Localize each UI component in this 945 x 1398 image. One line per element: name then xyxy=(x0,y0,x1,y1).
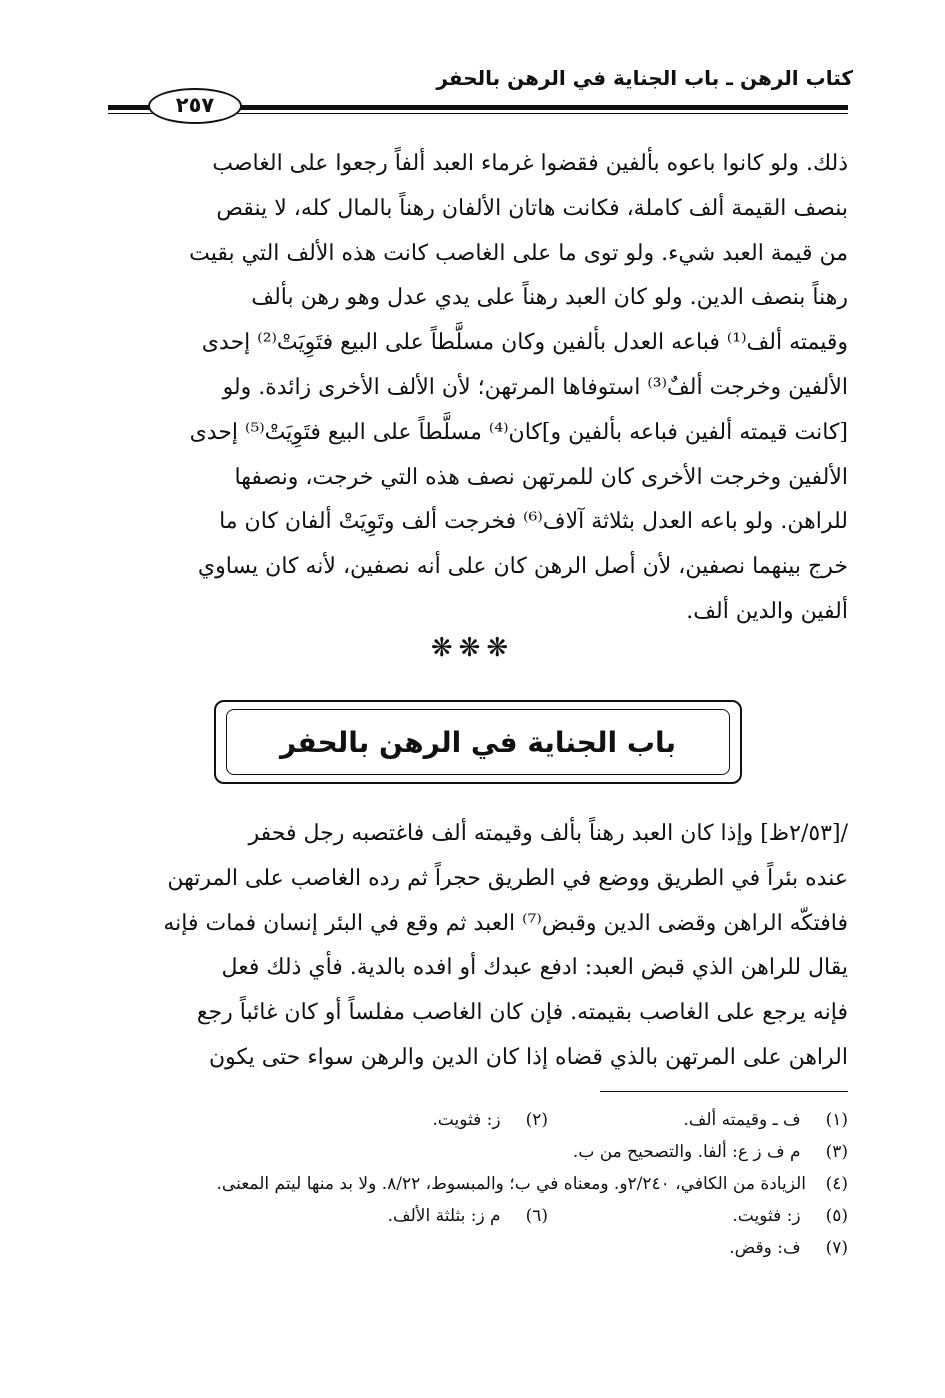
footnote-row xyxy=(106,1104,848,1136)
text-line: رهناً بنصف الدين. ولو كان العبد رهناً على يدي عدل وهو رهن بألف xyxy=(251,285,848,311)
footnote-number: (٧) xyxy=(825,1238,848,1258)
footnote-7 xyxy=(548,1232,848,1264)
text-line: [كانت قيمته ألفين فباعه بألفين و]كان⁽⁴⁾ مسلَّطاً على البيع فتَوِيَتْ⁽⁵⁾ إحدى xyxy=(189,419,848,445)
footnotes xyxy=(106,1104,848,1264)
footnote-2 xyxy=(248,1104,548,1136)
text-line: وقيمته ألف⁽¹⁾ فباعه العدل بألفين وكان مسلَّطاً على البيع فتَوِيَتْ⁽²⁾ إحدى xyxy=(201,330,848,356)
footnote-row xyxy=(106,1136,848,1168)
footnote-text: ز: فثويت. xyxy=(432,1110,501,1130)
text-line: الألفين وخرجت ألفٌ⁽³⁾ استوفاها المرتهن؛ لأن الألف الأخرى زائدة. ولو xyxy=(222,374,848,400)
footnote-text: الزيادة من الكافي، ٢/٢٤٠و. ومعناه في ب؛ والمبسوط، ٨/٢٢. ولا بد منها ليتم المعنى. xyxy=(216,1174,806,1194)
footnote-rule xyxy=(600,1091,848,1092)
footnote-text: ز: فثويت. xyxy=(732,1206,801,1226)
running-header-title: كتاب الرهن ـ باب الجناية في الرهن بالحفر xyxy=(436,66,853,90)
body-text-section-1 xyxy=(106,142,848,635)
text-line: الراهن على المرتهن بالذي قضاه إذا كان الدين والرهن سواء حتى يكون xyxy=(208,1044,848,1070)
footnote-1 xyxy=(548,1104,848,1136)
footnote-number: (٤) xyxy=(825,1174,848,1194)
footnote-row xyxy=(106,1200,848,1232)
footnote-number: (٢) xyxy=(525,1110,548,1130)
text-line: الألفين وخرجت الأخرى كان للمرتهن نصف هذه التي خرجت، ونصفها xyxy=(234,464,848,490)
text-line: فإنه يرجع على الغاصب بقيمته. فإن كان الغاصب مفلساً أو كان غائباً رجع xyxy=(196,1000,848,1026)
chapter-title-frame xyxy=(226,709,730,775)
footnote-text: م ف ز ع: ألفا. والتصحيح من ب. xyxy=(572,1142,801,1162)
footnote-5 xyxy=(548,1200,848,1232)
text-line: ذلك. ولو كانوا باعوه بألفين فقضوا غرماء العبد ألفاً رجعوا على الغاصب xyxy=(212,151,848,176)
footnote-text: ف: وقض. xyxy=(729,1238,801,1258)
text-line: عنده بئراً في الطريق ووضع في الطريق حجراً ثم رده الغاصب على المرتهن xyxy=(167,865,848,891)
footnote-number: (١) xyxy=(825,1110,848,1130)
text-line: ألفين والدين ألف. xyxy=(686,598,848,624)
ornament-separator: ❋❋❋ xyxy=(430,633,515,663)
text-line: للراهن. ولو باعه العدل بثلاثة آلاف⁽⁶⁾ فخرجت ألف وتَوِيَتْ ألفان كان ما xyxy=(219,509,848,535)
footnote-number: (٣) xyxy=(825,1142,848,1162)
page-number: ٢٥٧ xyxy=(148,88,242,124)
text-line: من قيمة العبد شيء. ولو توى ما على الغاصب كانت هذه الألف التي بقيت xyxy=(189,240,848,266)
text-line: فافتكّه الراهن وقضى الدين وقبض⁽⁷⁾ العبد ثم وقع في البئر إنسان فمات فإنه xyxy=(163,910,848,936)
body-text-section-2 xyxy=(106,812,848,1081)
footnote-number: (٦) xyxy=(525,1206,548,1226)
footnote-text: ف ـ وقيمته ألف. xyxy=(683,1110,801,1130)
footnote-3 xyxy=(573,1136,848,1168)
text-line: خرج بينهما نصفين، لأن أصل الرهن كان على أنه نصفين، لأنه كان يساوي xyxy=(197,554,848,580)
footnote-row xyxy=(106,1232,848,1264)
text-line: بنصف القيمة ألف كاملة، فكانت هاتان الألفان رهناً بالمال كله، لا ينقص xyxy=(216,195,848,221)
footnote-number: (٥) xyxy=(825,1206,848,1226)
footnote-4 xyxy=(106,1168,848,1200)
chapter-title: باب الجناية في الرهن بالحفر xyxy=(280,725,676,759)
text-line: يقال للراهن الذي قبض العبد: ادفع عبدك أو افده بالدية. فأي ذلك فعل xyxy=(221,955,848,981)
text-line: /[٢/٥٣ظ] وإذا كان العبد رهناً بألف وقيمته ألف فاغتصبه رجل فحفر xyxy=(248,821,848,846)
footnote-6 xyxy=(248,1200,548,1232)
footnote-text: م ز: بثلثة الألف. xyxy=(387,1206,501,1226)
